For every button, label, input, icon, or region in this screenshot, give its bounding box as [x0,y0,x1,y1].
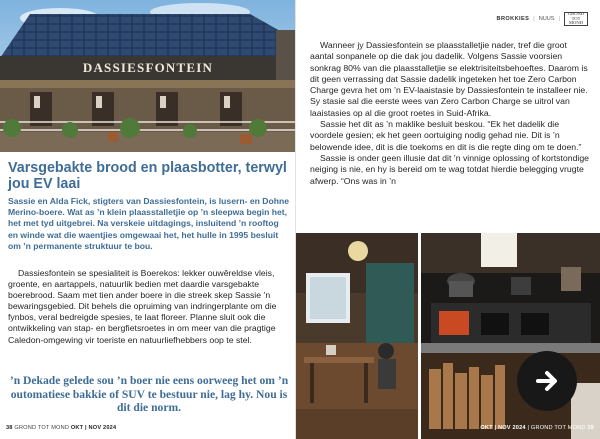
hero-sign: DASSIESFONTEIN [82,60,214,75]
subsection-label: NUUS [538,16,555,22]
article-headline: Varsgebakte brood en plaasbotter, terwyl jou EV laai [8,160,287,192]
section-header [497,12,589,26]
paragraph: Wanneer jy Dassiesfontein se plaasstalletjie nader, tref die groot aantal sonpanele op die dak jou dadelik. Volgens Sassie voorsien sonkrag 80% van die plaasstalletjie se elektrisiteitsbehoeftes. Daarom is dit geen verrassing dat Sassie dadelik ingeteken het toe Zero Carbon Charge gevra het om ’n EV-laaistasie by Dassiesfontein te installeer nie. Sy stasie sal die eerste wees van Zero Carbon Charge se uitrol van laaistasies op al die groot roetes in Suid-Afrika. [310,40,588,118]
pull-quote: ’n Dekade gelede sou ’n boer nie eens oorweeg het om ’n outomatiese bakkie of SUV te bestuur nie, lag hy. Nou is dit die norm. [9,374,289,414]
paragraph: Sassie is onder geen illusie dat dit ’n vinnige oplossing of kortstondige neiging is nie, en hy is bereid om te wag totdat hierdie belegging vrugte afwerp. “Ons was in ’n [310,152,589,186]
article-body-right [310,40,590,187]
logo-line-1: GROND [567,10,585,16]
page-number-right: 39 [587,425,594,431]
hero-photo [0,0,296,152]
folio-issue-right: OKT | NOV 2024 [480,425,526,431]
page-number-left: 38 [6,425,13,431]
folio-separator: | [527,425,530,431]
logo-line-3: MOND [568,20,584,26]
magazine-logo [564,12,588,26]
left-page [0,0,296,439]
folio-mag-left: GROND TOT MOND [14,425,70,431]
folio-left [6,425,116,431]
section-separator: | [533,16,535,22]
kitchen-photo [421,233,600,439]
article-body-left: Dassiesfontein se spesialiteit is Boerekos: lekker ouwêreldse vleis, groente, en aartappels, natuurlik bedien met daardie varsgebakte boerebrood. Saam met tien ander boere in die streek skep Sassie ’n bewaringsgebied. Dit behels die opruiming van indringerplante om die fynbos, veral bedreigde spesies, te laat floreer. Planne sluit ook die ontwikkeling van stap- en bergfietsroetes in om meer van die pragtige Caledon-omgewing vir toeriste en natuurliefhebbers oop te stel. [8,268,277,345]
folio-issue-left: OKT | NOV 2024 [70,425,117,431]
logo-line-2: TOT [571,15,581,21]
right-page [296,0,600,439]
section-label: BROKKIES [496,16,530,22]
folio-right [480,425,594,431]
section-separator-2: | [558,16,560,22]
arrow-right-icon [532,366,562,396]
paragraph: Sassie het dit as ’n maklike besluit beskou. “Ek het dadelik die voordele gesien; ek het geen oortuiging nodig gehad nie. Dit is ’n belowende idee, dit is die toekoms en dit is die regte ding om te doen.” [310,119,582,152]
folio-mag-right: GROND TOT MOND [530,425,586,431]
article-lead: Sassie en Alda Fick, stigters van Dassiesfontein, is lusern- en Dohne Merino-boere. Wat as ’n klein plaasstalletjie op ’n sleepwa begin het, het met tyd uitgebrei. Na verskeie uitdagings, insluitend ’n rooftog en winde wat die waentjies omgewaai het, het hulle in 1995 besluit om ’n permanente struktuur te bou. [8,196,289,251]
interior-photo [296,233,418,439]
next-page-button[interactable] [517,351,577,411]
